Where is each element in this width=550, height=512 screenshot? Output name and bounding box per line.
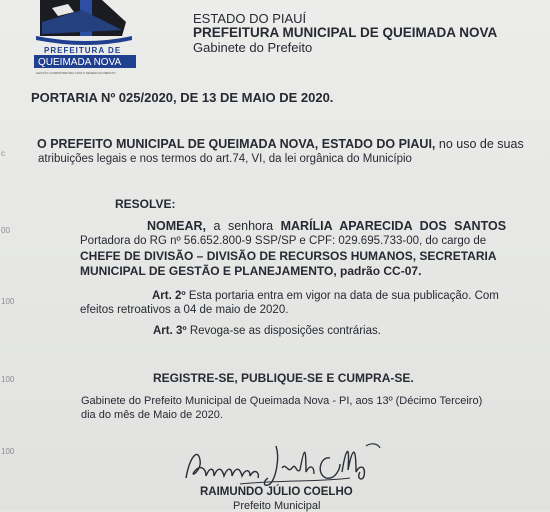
preamble-line1	[37, 137, 524, 151]
handwritten-signature	[180, 438, 395, 490]
margin-mark: c	[1, 149, 5, 158]
signer-role: Prefeito Municipal	[233, 500, 321, 512]
place-date-line2: dia do mês de Maio de 2020.	[81, 409, 223, 421]
header-city-hall: PREFEITURA MUNICIPAL DE QUEIMADA NOVA	[193, 25, 498, 40]
city-hall-logo	[22, 0, 152, 86]
article3	[153, 325, 381, 337]
header-office: Gabinete do Prefeito	[193, 40, 313, 55]
article3-text: Revoga-se as disposições contrárias.	[189, 325, 381, 337]
appointee-name: MARÍLIA APARECIDA DOS SANTOS	[280, 219, 507, 233]
preamble-line2: atribuições legais e nos termos do art.74, VI, da lei orgânica do Município	[38, 153, 412, 165]
article1-line4	[80, 264, 421, 278]
logo-tagline: GESTÃO COMPROMETIDA COM O DESENVOLVIMENTO	[36, 71, 116, 75]
preamble-rest: no uso de suas	[438, 137, 524, 151]
article1-line3: CHEFE DE DIVISÃO – DIVISÃO DE RECURSOS HUMANOS, SECRETARIA	[80, 249, 497, 263]
article1-secretariat: MUNICIPAL DE GESTÃO E PLANEJAMENTO,	[80, 264, 337, 278]
margin-mark: 100	[1, 447, 15, 456]
place-date-line1: Gabinete do Prefeito Municipal de Queimada Nova - PI, aos 13º (Décimo Terceiro)	[81, 395, 483, 407]
article1-line1	[147, 219, 506, 233]
article2-text: Esta portaria entra em vigor na data de sua publicação. Com	[188, 290, 499, 302]
article2-line1	[152, 290, 499, 302]
article1-mid: a senhora	[213, 219, 274, 233]
article1-line2: Portadora do RG nº 56.652.800-9 SSP/SP e CPF: 029.695.733-00, do cargo de	[80, 235, 487, 247]
margin-mark: 100	[1, 297, 15, 306]
logo-text-line2: QUEIMADA NOVA	[38, 57, 122, 68]
preamble-bold: O PREFEITO MUNICIPAL DE QUEIMADA NOVA, ESTADO DO PIAUI,	[37, 137, 436, 151]
closing-formula: REGISTRE-SE, PUBLIQUE-SE E CUMPRA-SE.	[153, 371, 414, 385]
resolve-heading: RESOLVE:	[115, 197, 176, 211]
nominate-verb: NOMEAR,	[147, 219, 207, 233]
article1-pay-grade: padrão CC-07.	[340, 264, 422, 278]
margin-mark: 100	[1, 375, 15, 384]
margin-mark: 00	[1, 226, 10, 235]
article3-label: Art. 3º	[153, 325, 187, 337]
header-state: ESTADO DO PIAUÍ	[193, 11, 307, 26]
document-title: PORTARIA Nº 025/2020, DE 13 DE MAIO DE 2020.	[31, 90, 334, 105]
signer-name: RAIMUNDO JÚLIO COELHO	[200, 486, 353, 498]
article2-label: Art. 2º	[152, 290, 186, 302]
article2-line2: efeitos retroativos a 04 de maio de 2020.	[80, 304, 289, 316]
logo-text-line1: PREFEITURA DE	[44, 46, 122, 55]
